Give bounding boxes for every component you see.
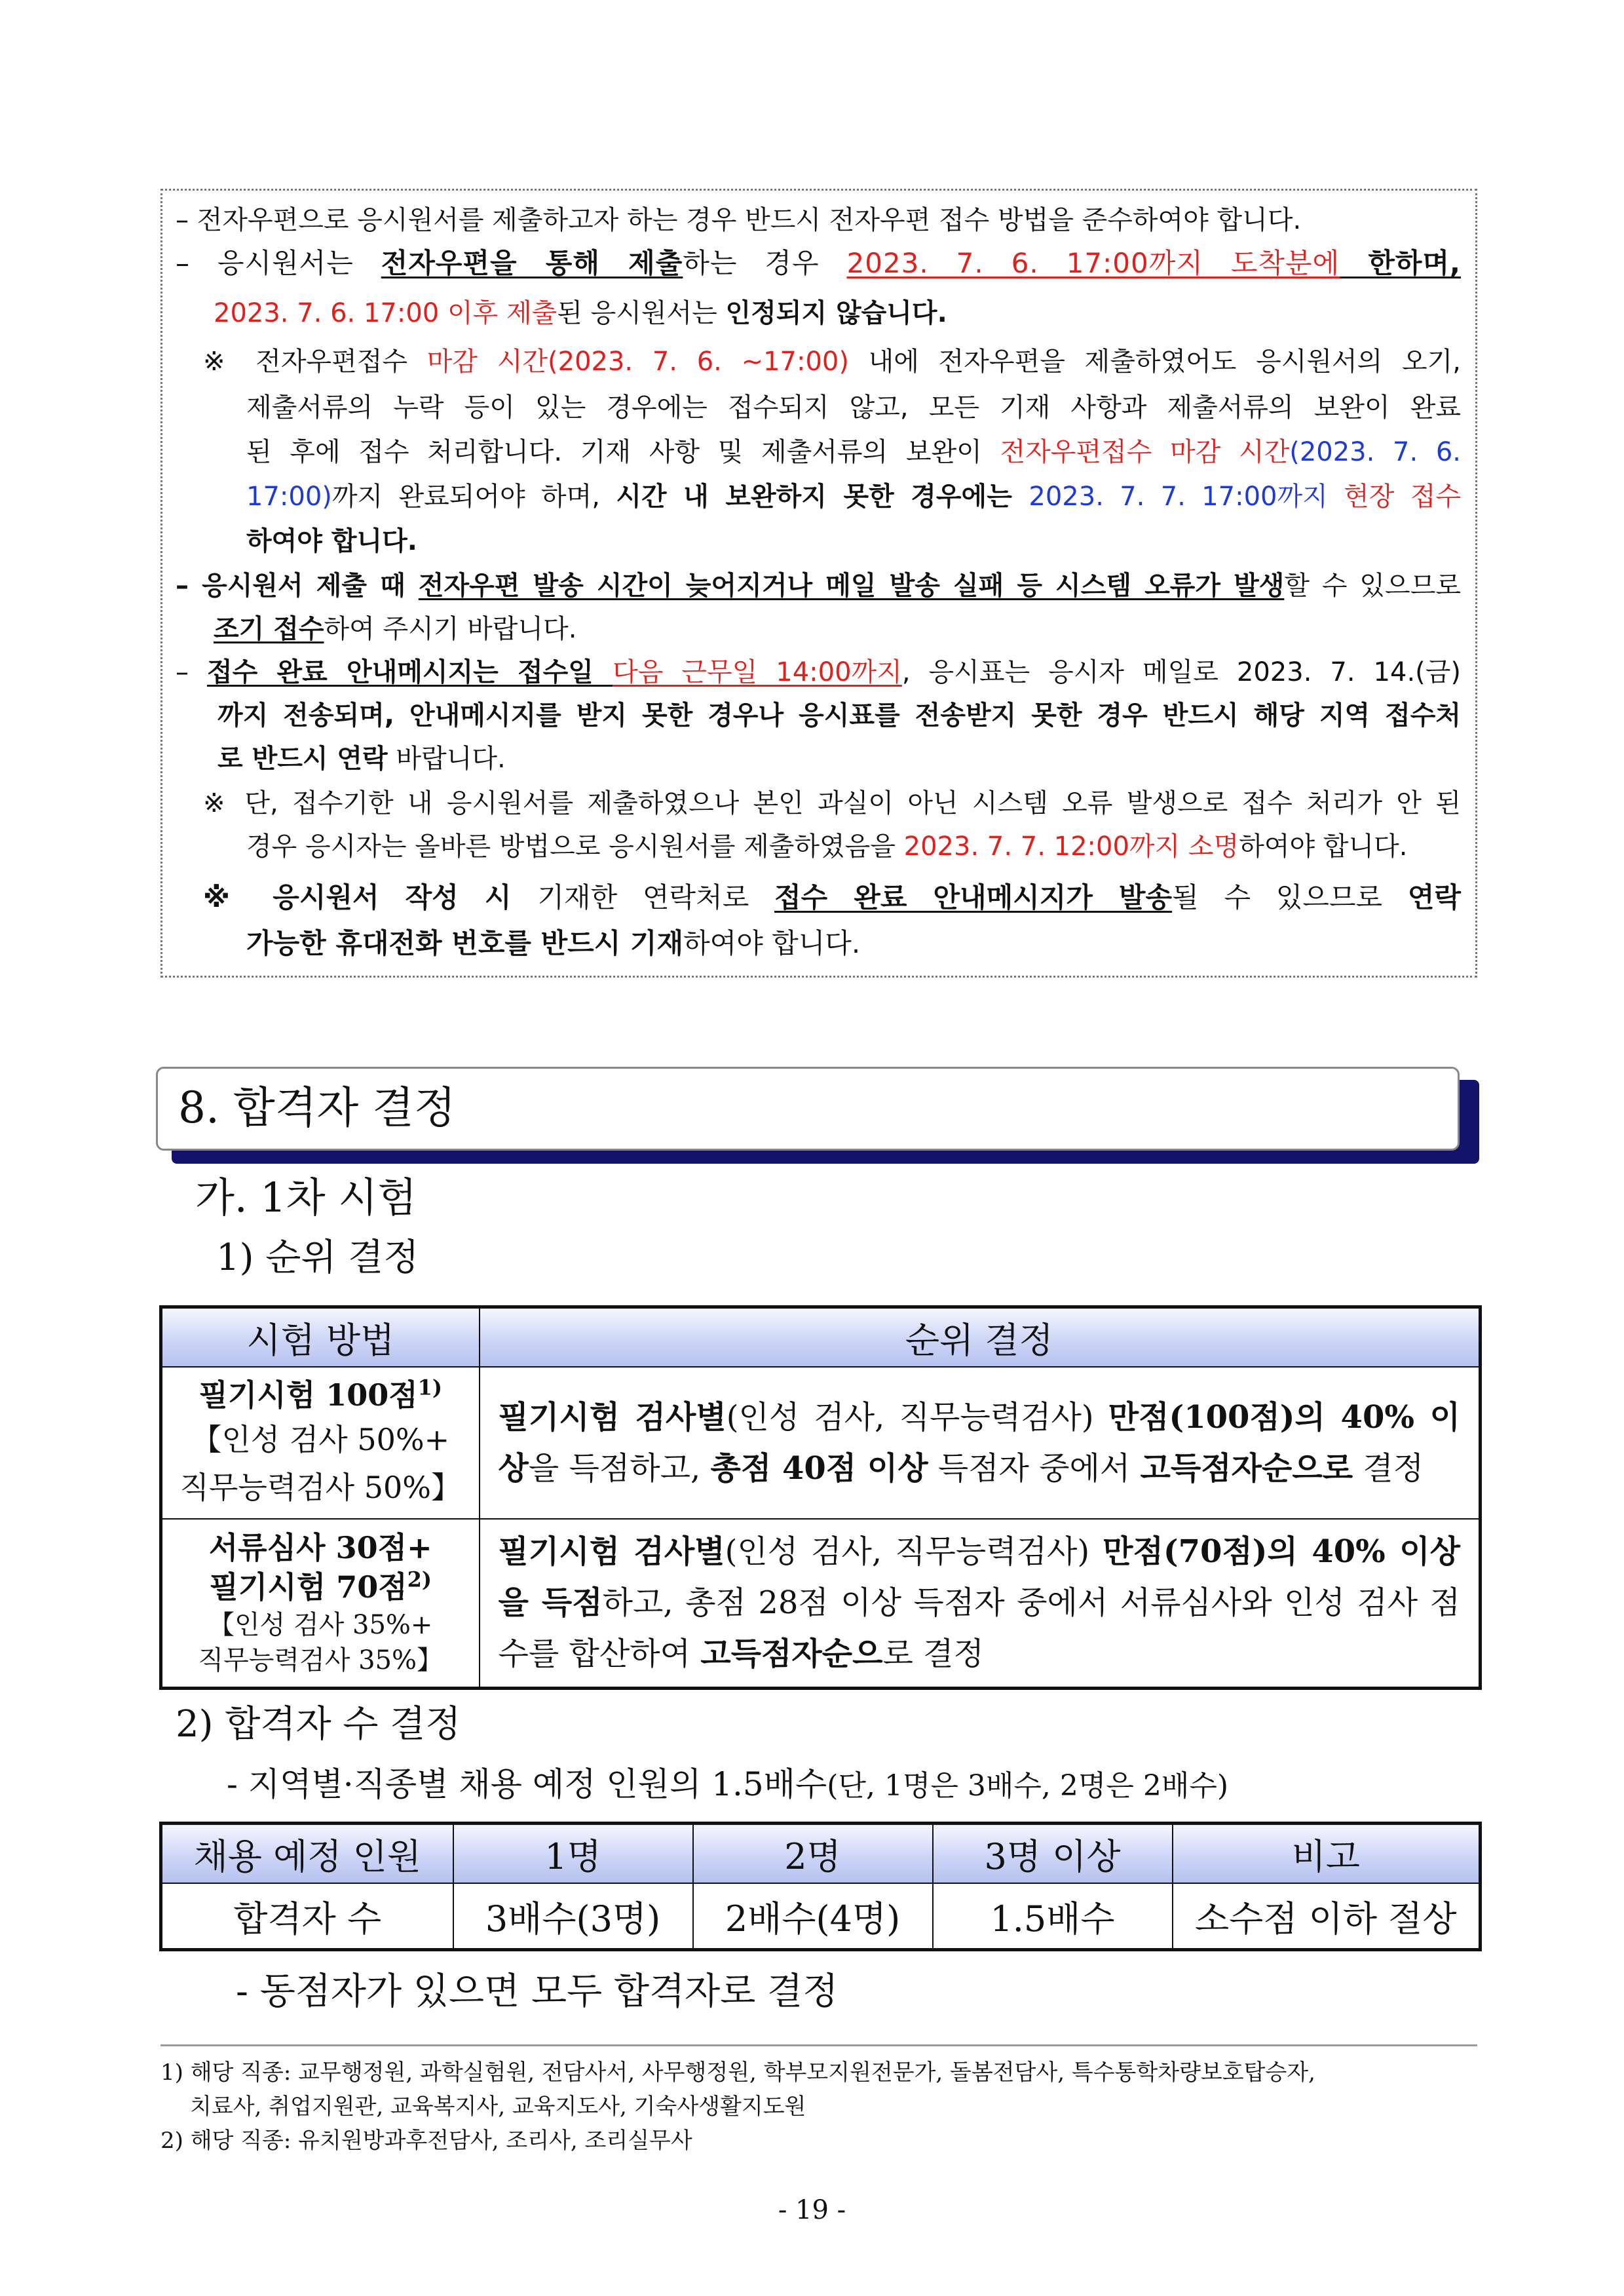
- ranking-method-cell: [161, 1519, 480, 1688]
- method-line: 필기시험 100점$^{1)}$: [198, 1375, 443, 1413]
- count-cell: 3배수(3명): [453, 1883, 693, 1950]
- notice-line-6: 된 후에 접수 처리합니다. 기재 사항 및 제출서류의 보완이 전자우편접수 마감 시간(2023. 7. 6.: [246, 437, 1462, 467]
- footnote-2: 2) 해당 직종: 유치원방과후전담사, 조리사, 조리실무사: [161, 2128, 692, 2154]
- method-line: 서류심사 30점+: [208, 1530, 432, 1566]
- section-title: 8. 합격자 결정: [178, 1082, 456, 1133]
- bullet-tie: - 동점자가 있으면 모두 합격자로 결정: [236, 1970, 839, 2013]
- method-line: 【인성 검사 35%+: [208, 1610, 433, 1641]
- notice-line-11: – 접수 완료 안내메시지는 접수일 다음 근무일 14:00까지, 응시표는 응시자 메일로 2023. 7. 14.(금): [176, 657, 1462, 687]
- notice-line-1: – 전자우편으로 응시원서를 제출하고자 하는 경우 반드시 전자우편 접수 방법을 준수하여야 합니다.: [176, 205, 1302, 235]
- subsection-a-title: 가. 1차 시험: [195, 1174, 417, 1221]
- count-header: 3명 이상: [933, 1824, 1173, 1884]
- count-header: 2명: [693, 1824, 933, 1884]
- notice-line-16: ※ 응시원서 작성 시 기재한 연락처로 접수 완료 안내메시지가 발송될 수 있으므로 연락: [203, 881, 1462, 913]
- notice-line-15: 경우 응시자는 올바른 방법으로 응시원서를 제출하였음을 2023. 7. 7. 12:00까지 소명하여야 합니다.: [246, 832, 1408, 862]
- bullet-quota: - 지역별·직종별 채용 예정 인원의 1.5배수(단, 1명은 3배수, 2명은 2배수): [227, 1765, 1229, 1803]
- count-cell: 1.5배수: [933, 1883, 1173, 1950]
- footnote-divider: [161, 2044, 1477, 2046]
- table-row: [161, 1519, 1481, 1688]
- table-row: [161, 1883, 1481, 1950]
- count-cell: 2배수(4명): [693, 1883, 933, 1950]
- notice-line-9: – 응시원서 제출 때 전자우편 발송 시간이 늦어지거나 메일 발송 실패 등 시스템 오류가 발생할 수 있으므로: [176, 571, 1461, 601]
- notice-line-8: 하여야 합니다.: [246, 526, 417, 556]
- count-cell: 소수점 이하 절상: [1173, 1883, 1481, 1950]
- count-header: 채용 예정 인원: [161, 1824, 453, 1884]
- ranking-decision-cell: 필기시험 검사별(인성 검사, 직무능력검사) 만점(100점)의 40% 이상을 득점하고, 총점 40점 이상 득점자 중에서 고득점자순으로 결정: [480, 1367, 1481, 1519]
- count-header: 비고: [1173, 1824, 1481, 1884]
- notice-line-17: 가능한 휴대전화 번호를 반드시 기재하여야 합니다.: [246, 927, 861, 959]
- ranking-decision-cell: 필기시험 검사별(인성 검사, 직무능력검사) 만점(70점)의 40% 이상을 득점하고, 총점 28점 이상 득점자 중에서 서류심사와 인성 검사 점수를 합산하여 고득점자순으로 결정: [480, 1519, 1481, 1688]
- method-line: 【인성 검사 50%+: [191, 1422, 450, 1457]
- method-line: 직무능력검사 35%】: [198, 1645, 443, 1676]
- count-table: [159, 1822, 1482, 1951]
- ranking-header-method: 시험 방법: [161, 1307, 480, 1368]
- footnote-1: 1) 해당 직종: 교무행정원, 과학실험원, 전담사서, 사무행정원, 학부모지원전문가, 돌봄전담사, 특수통학차량보호탑승자,: [161, 2059, 1315, 2086]
- notice-line-4: ※ 전자우편접수 마감 시간(2023. 7. 6. ~17:00) 내에 전자우편을 제출하였어도 응시원서의 오기,: [203, 347, 1461, 377]
- table-row: [161, 1367, 1481, 1519]
- ranking-header-decision: 순위 결정: [480, 1307, 1481, 1368]
- notice-line-10: 조기 접수하여 주시기 바랍니다.: [214, 614, 577, 644]
- notice-line-2: – 응시원서는 전자우편을 통해 제출하는 경우 2023. 7. 6. 17:00까지 도착분에 한하며,: [176, 247, 1461, 279]
- notice-line-3: 2023. 7. 6. 17:00 이후 제출된 응시원서는 인정되지 않습니다.: [214, 298, 947, 328]
- method-line: 직무능력검사 50%】: [179, 1470, 461, 1505]
- page-number: - 19 -: [778, 2195, 846, 2225]
- notice-line-13: 로 반드시 연락 바랍니다.: [217, 744, 506, 774]
- subsection-2-title: 2) 합격자 수 결정: [176, 1703, 461, 1746]
- notice-line-12: 까지 전송되며, 안내메시지를 받지 못한 경우나 응시표를 전송받지 못한 경우 반드시 해당 지역 접수처: [217, 700, 1461, 731]
- subsection-1-title: 1) 순위 결정: [216, 1236, 419, 1279]
- notice-line-5: 제출서류의 누락 등이 있는 경우에는 접수되지 않고, 모든 기재 사항과 제출서류의 보완이 완료: [246, 392, 1461, 423]
- ranking-table: [159, 1305, 1482, 1690]
- notice-line-7: 17:00)까지 완료되어야 하며, 시간 내 보완하지 못한 경우에는 2023. 7. 7. 17:00까지 현장 접수: [246, 482, 1461, 512]
- count-header: 1명: [453, 1824, 693, 1884]
- ranking-method-cell: [161, 1367, 480, 1519]
- footnote-1-cont: 치료사, 취업지원관, 교육복지사, 교육지도사, 기숙사생활지도원: [190, 2094, 806, 2120]
- count-cell: 합격자 수: [161, 1883, 453, 1950]
- method-line: 필기시험 70점$^{2)}$: [209, 1567, 432, 1605]
- notice-line-14: ※ 단, 접수기한 내 응시원서를 제출하였으나 본인 과실이 아닌 시스템 오류 발생으로 접수 처리가 안 된: [203, 788, 1461, 818]
